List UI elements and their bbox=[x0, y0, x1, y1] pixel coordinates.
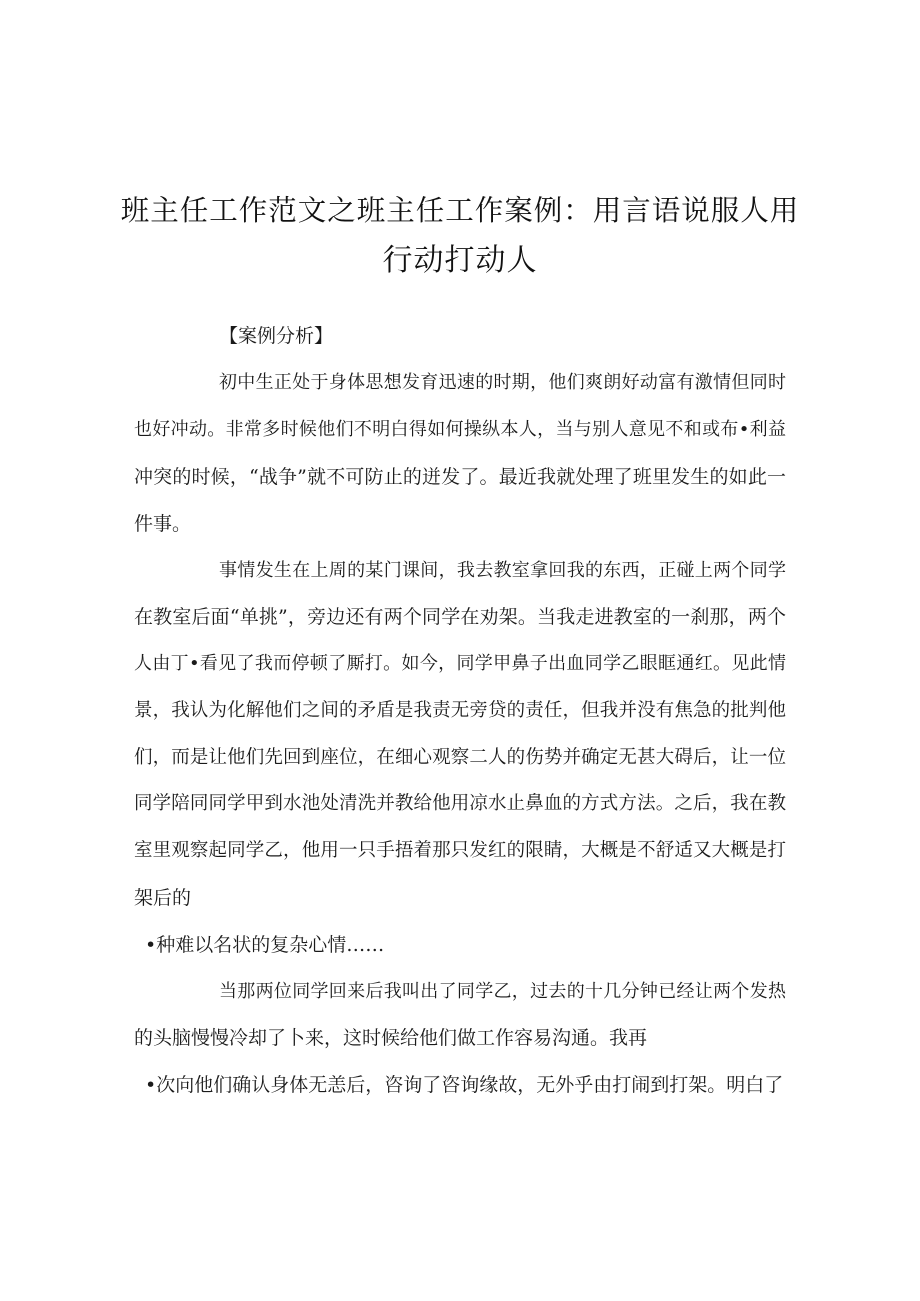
paragraph-2-line-2: 在教室后面“单挑”，旁边还有两个同学在劝架。当我走进教室的一刹那，两个 bbox=[134, 606, 786, 628]
paragraph-1-line-2: 也好冲动。非常多时候他们不明白得如何操纵本人，当与别人意见不和或布•利益 bbox=[134, 419, 786, 440]
paragraph-2-line-8: 架后的 bbox=[134, 887, 192, 909]
paragraph-2-line-6: 同学陪同同学甲到水池处清洗并教给他用凉水止鼻血的方式方法。之后，我在教 bbox=[134, 793, 786, 814]
section-heading: 【案例分析】 bbox=[219, 325, 334, 347]
paragraph-2-line-3: 人由丁•看见了我而停顿了厮打。如今，同学甲鼻子出血同学乙眼眶通红。见此情 bbox=[134, 653, 786, 674]
paragraph-4-line-1: 当那两位同学回来后我叫出了同学乙，过去的十几分钟已经让两个发热 bbox=[219, 981, 786, 1002]
paragraph-2-line-1: 事情发生在上周的某门课间，我去教室拿回我的东西，正碰上两个同学 bbox=[219, 560, 786, 581]
paragraph-1-line-1: 初中生正处于身体思想发育迅速的时期，他们爽朗好动富有激情但同时 bbox=[219, 372, 786, 393]
paragraph-2-line-4: 景，我认为化解他们之间的矛盾是我责无旁贷的责任，但我并没有焦急的批判他 bbox=[134, 700, 786, 721]
paragraph-5-line-1: •次向他们确认身体无恙后，咨询了咨询缘故，无外乎由打闹到打架。明白了 bbox=[145, 1074, 784, 1096]
document-title-line-2: 行动打动人 bbox=[382, 243, 538, 278]
paragraph-2-line-7: 室里观察起同学乙，他用一只手捂着那只发红的限睛，大概是不舒适又大概是打 bbox=[134, 840, 786, 861]
paragraph-3-line-1: •种难以名状的复杂心情…… bbox=[145, 934, 385, 956]
paragraph-2-line-5: 们，而是让他们先回到座位，在细心观察二人的伤势并确定无甚大碍后，让一位 bbox=[134, 747, 786, 768]
paragraph-1-line-3: 冲突的时候，“战争”就不可防止的迸发了。最近我就处理了班里发生的如此一 bbox=[134, 466, 786, 488]
paragraph-4-line-2: 的头脑慢慢冷却了卜来，这时候给他们做工作容易沟通。我再 bbox=[134, 1027, 648, 1049]
document-title-line-1: 班主任工作范文之班主任工作案例：用言语说服人用 bbox=[120, 194, 800, 227]
paragraph-1-line-4: 件事。 bbox=[134, 513, 192, 535]
